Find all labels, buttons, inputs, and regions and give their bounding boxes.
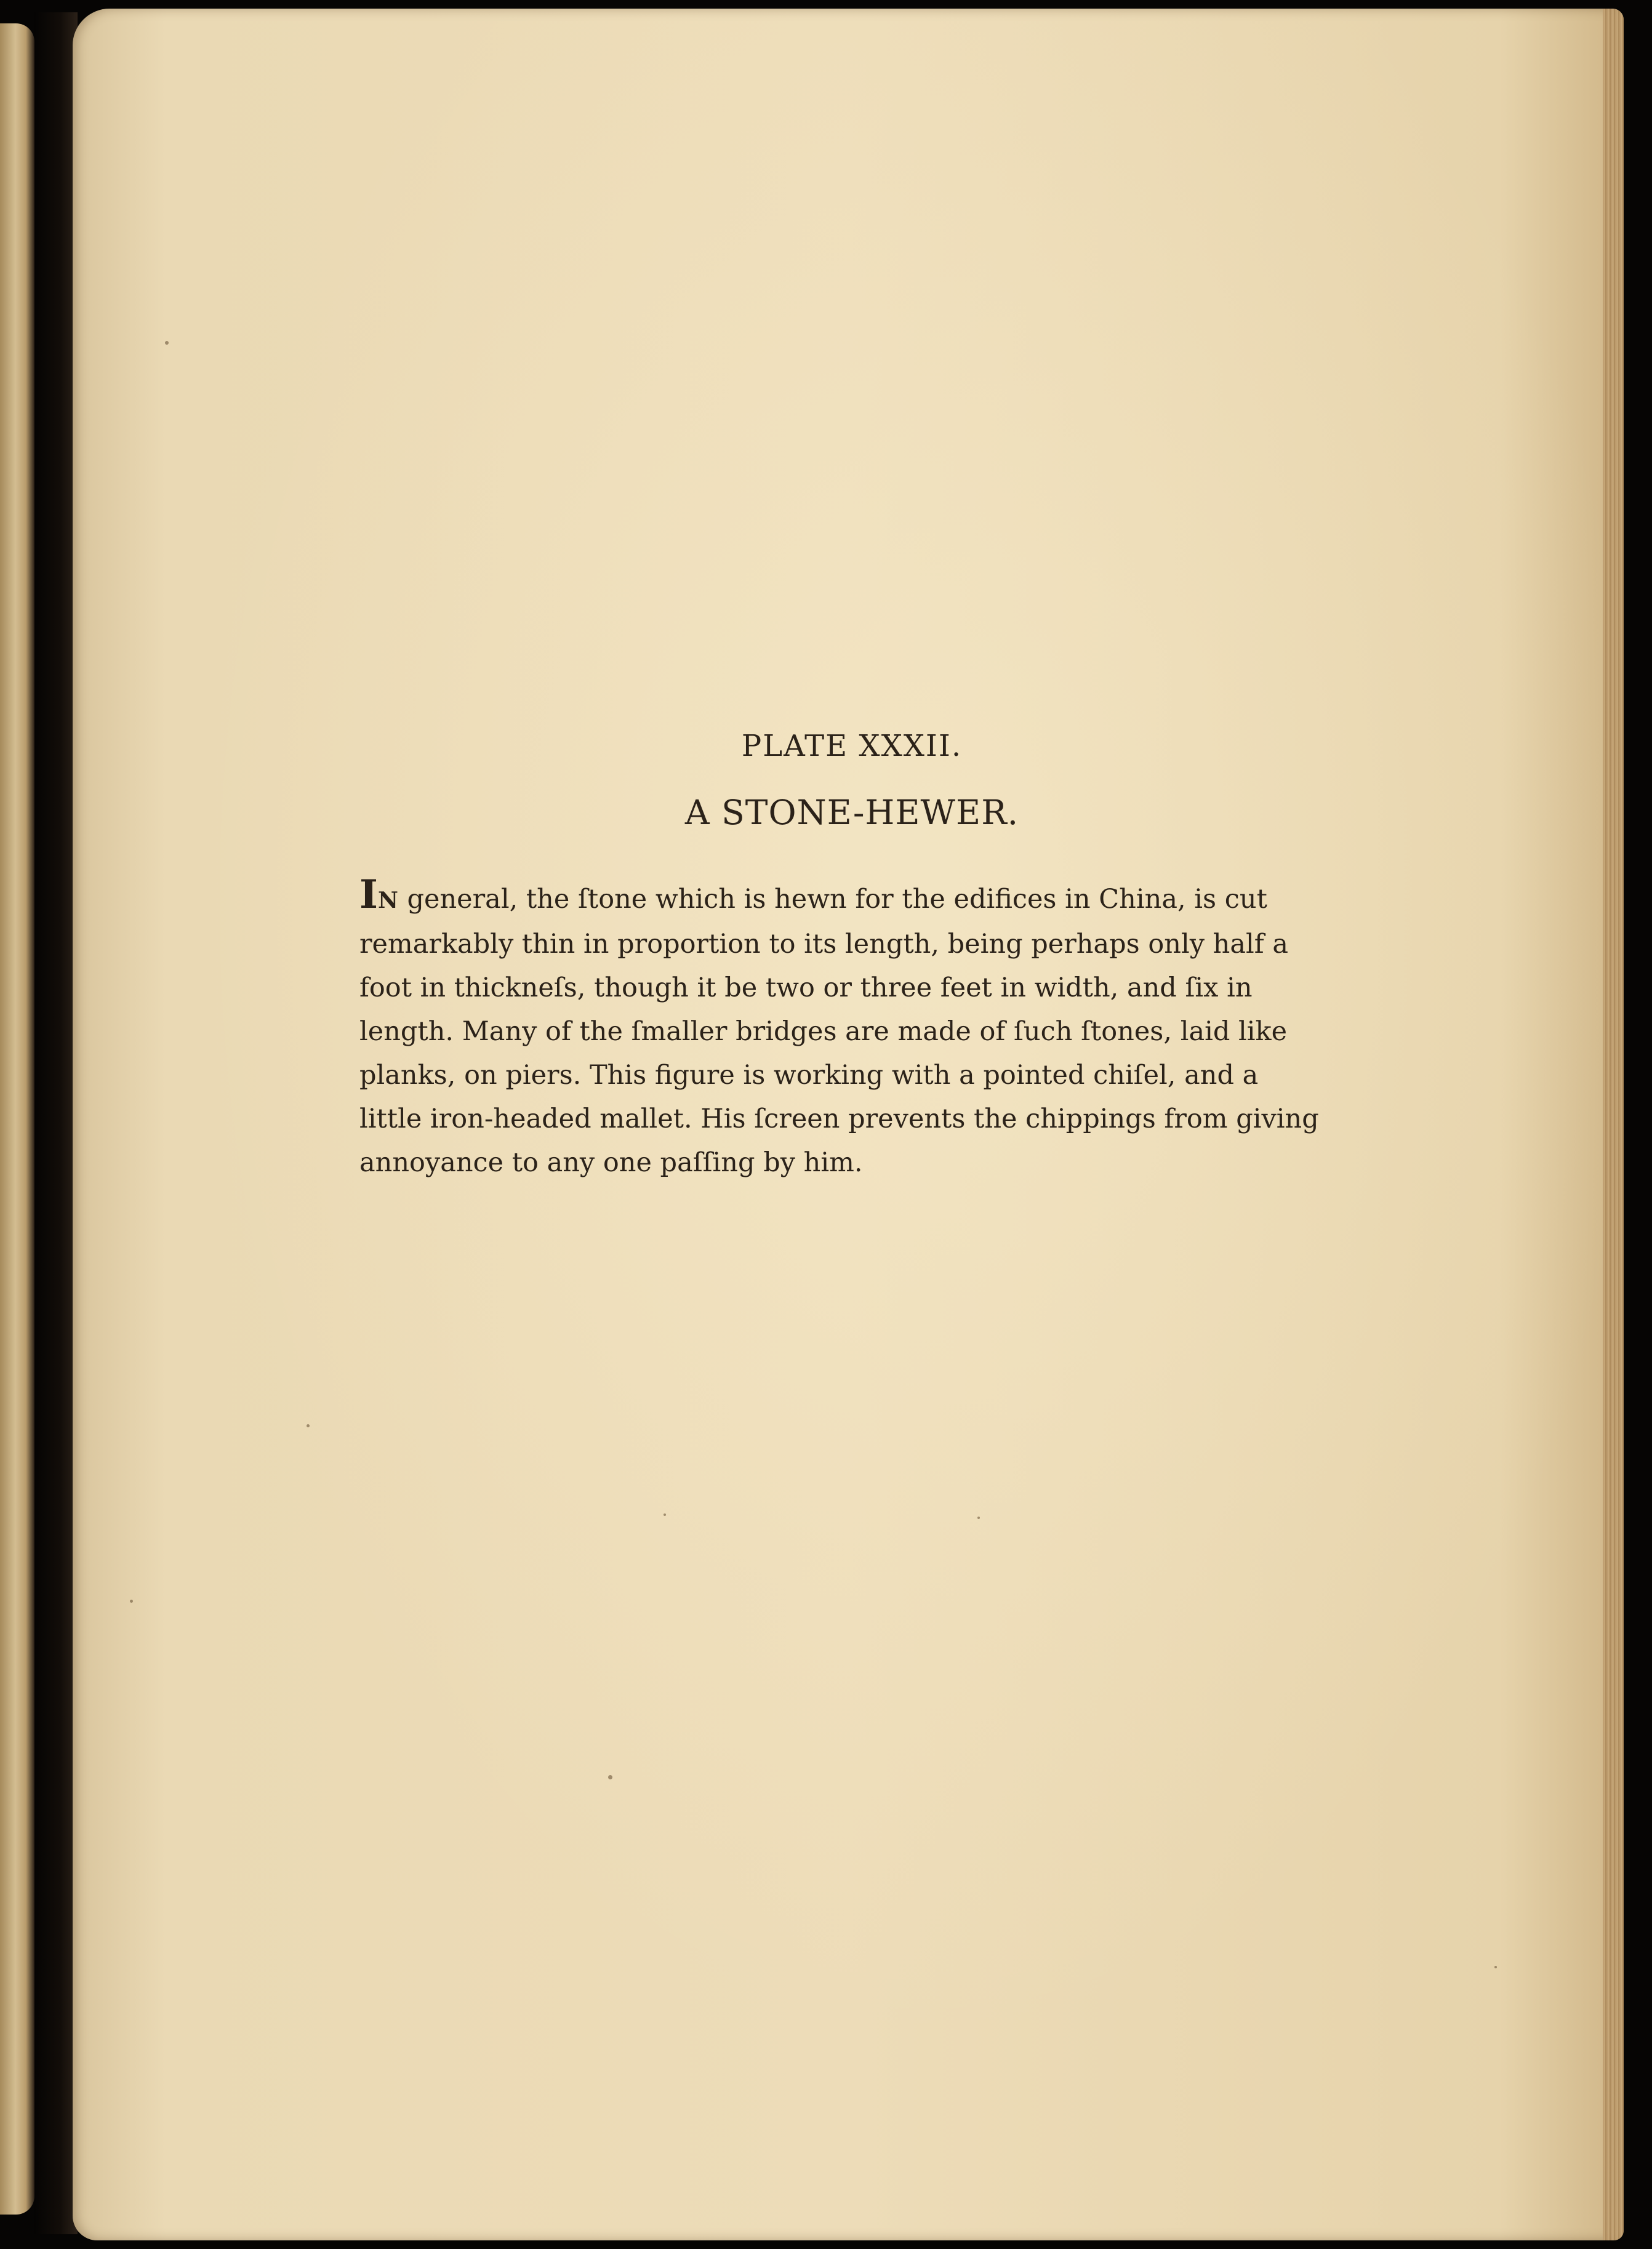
small-cap: N: [377, 888, 399, 913]
plate-title: PLATE XXXII.: [741, 729, 963, 763]
text-line: [359, 872, 1320, 923]
paper-speck: [1494, 1966, 1497, 1968]
text-line-content: general, the ſtone which is hewn for the edifices in China, is cut: [398, 884, 1267, 915]
paper-speck: [165, 341, 169, 345]
plate-text-block: [359, 729, 1320, 1185]
page-fore-edge: [1603, 9, 1624, 2240]
text-line: remarkably thin in proportion to its length, being perhaps only half a: [359, 929, 1288, 960]
paper-speck: [664, 1513, 666, 1516]
gutter-shadow: [34, 12, 78, 2234]
text-line: foot in thickneſs, though it be two or three feet in width, and ſix in: [359, 972, 1253, 1003]
left-page-edge: [0, 23, 34, 2215]
plate-description: [359, 872, 1320, 1185]
text-line: little iron-headed mallet. His ſcreen prevents the chippings from giving: [359, 1104, 1319, 1134]
paper-speck: [130, 1600, 133, 1603]
paper-speck: [608, 1775, 612, 1779]
text-line: planks, on piers. This figure is working with a pointed chiſel, and a: [359, 1060, 1259, 1091]
text-line: length. Many of the ſmaller bridges are made of ſuch ſtones, laid like: [359, 1016, 1288, 1047]
drop-cap: I: [359, 872, 378, 918]
paper-speck: [307, 1424, 310, 1427]
plate-subtitle: A STONE-HEWER.: [684, 793, 1019, 832]
paper-speck: [977, 1517, 980, 1519]
text-line: annoyance to any one paſſing by him.: [359, 1147, 863, 1178]
book-page: [73, 9, 1624, 2240]
